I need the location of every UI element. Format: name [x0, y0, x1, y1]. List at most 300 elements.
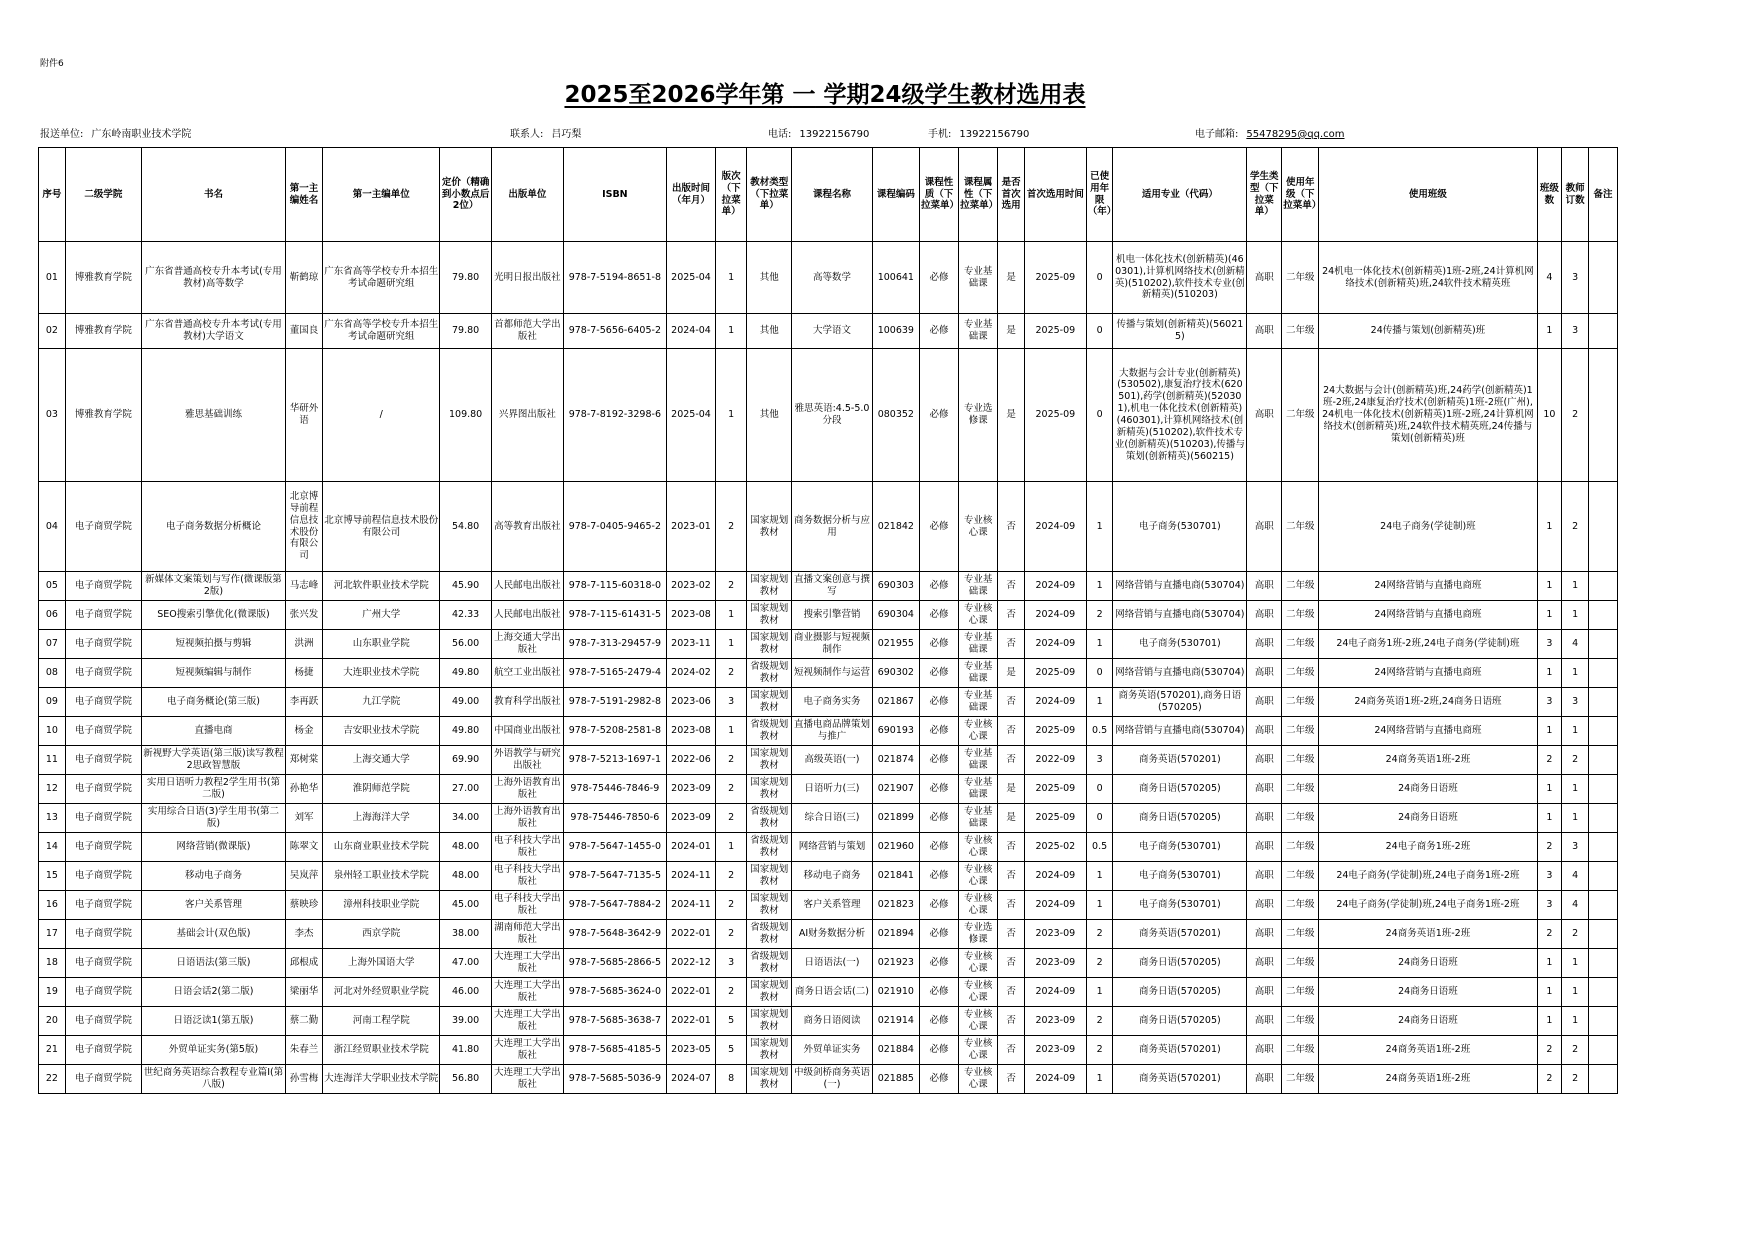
col-material-type: 省级规划教材: [747, 804, 792, 833]
col-book-title: 客户关系管理: [141, 891, 285, 920]
col-material-type: 省级规划教材: [747, 659, 792, 688]
col-course-attr: 专业基础课: [959, 775, 998, 804]
col-major: 商务日语(570205): [1113, 1007, 1247, 1036]
col-course-nature: 必修: [920, 601, 959, 630]
col-material-type: 国家规划教材: [747, 601, 792, 630]
col-course-name: 雅思英语:4.5-5.0分段: [792, 349, 872, 482]
col-editor-name: 邱根成: [286, 949, 323, 978]
email-label: 电子邮箱:: [1195, 129, 1239, 140]
col-course-code: 021914: [872, 1007, 919, 1036]
col-course-name: 网络营销与策划: [792, 833, 872, 862]
header-col-classes: 使用班级: [1319, 148, 1537, 242]
col-editor-name: 杨金: [286, 717, 323, 746]
col-editor-unit: 广东省高等学校专升本招生考试命题研究组: [323, 314, 440, 349]
col-major: 商务日语(570205): [1113, 804, 1247, 833]
col-remarks: [1588, 978, 1617, 1007]
col-student-type: 高职: [1247, 659, 1282, 688]
col-price: 45.90: [440, 572, 491, 601]
col-pub-date: 2025-04: [666, 242, 715, 314]
col-first-use: 否: [998, 688, 1025, 717]
col-student-type: 高职: [1247, 482, 1282, 572]
col-course-name: 高级英语(一): [792, 746, 872, 775]
col-course-nature: 必修: [920, 572, 959, 601]
col-years-used: 1: [1086, 862, 1113, 891]
col-pub-date: 2024-02: [666, 659, 715, 688]
col-course-name: 搜索引擎营销: [792, 601, 872, 630]
contact-label: 联系人:: [510, 129, 544, 140]
col-remarks: [1588, 688, 1617, 717]
col-first-use-date: 2025-09: [1024, 717, 1086, 746]
col-edition: 8: [716, 1065, 747, 1094]
col-course-attr: 专业核心课: [959, 833, 998, 862]
col-major: 网络营销与直播电商(530704): [1113, 717, 1247, 746]
header-col-pub-date: 出版时间（年月）: [666, 148, 715, 242]
col-class-count: 1: [1537, 482, 1562, 572]
col-isbn: 978-7-5165-2479-4: [563, 659, 666, 688]
col-course-name: 电子商务实务: [792, 688, 872, 717]
col-teacher-count: 4: [1562, 862, 1589, 891]
col-course-attr: 专业基础课: [959, 746, 998, 775]
col-isbn: 978-7-5213-1697-1: [563, 746, 666, 775]
col-first-use: 否: [998, 833, 1025, 862]
col-student-type: 高职: [1247, 775, 1282, 804]
col-first-use: 否: [998, 1036, 1025, 1065]
col-teacher-count: 2: [1562, 482, 1589, 572]
col-course-nature: 必修: [920, 242, 959, 314]
col-student-type: 高职: [1247, 833, 1282, 862]
col-edition: 3: [716, 949, 747, 978]
col-course-code: 100639: [872, 314, 919, 349]
header-col-remarks: 备注: [1588, 148, 1617, 242]
col-course-name: 日语听力(三): [792, 775, 872, 804]
col-class-count: 1: [1537, 314, 1562, 349]
table-row: [39, 1007, 1618, 1036]
col-course-attr: 专业基础课: [959, 630, 998, 659]
table-row: [39, 978, 1618, 1007]
table-row: [39, 746, 1618, 775]
contact-value: 吕巧梨: [551, 129, 582, 140]
col-first-use: 否: [998, 482, 1025, 572]
col-grade: 二年级: [1282, 978, 1319, 1007]
page-title: [0, 76, 1650, 109]
col-classes: 24电子商务(学徒制)班: [1319, 482, 1537, 572]
col-first-use-date: 2025-09: [1024, 314, 1086, 349]
col-major: 电子商务(530701): [1113, 833, 1247, 862]
col-book-title: 日语语法(第三版): [141, 949, 285, 978]
col-index: 12: [39, 775, 66, 804]
col-classes: 24网络营销与直播电商班: [1319, 659, 1537, 688]
col-college: 电子商贸学院: [65, 1065, 141, 1094]
col-isbn: 978-7-0405-9465-2: [563, 482, 666, 572]
col-class-count: 2: [1537, 1036, 1562, 1065]
col-years-used: 2: [1086, 949, 1113, 978]
col-college: 博雅教育学院: [65, 314, 141, 349]
col-grade: 二年级: [1282, 891, 1319, 920]
col-class-count: 1: [1537, 572, 1562, 601]
header-row: [39, 148, 1618, 242]
col-first-use-date: 2025-09: [1024, 242, 1086, 314]
col-class-count: 2: [1537, 746, 1562, 775]
table-row: [39, 717, 1618, 746]
col-first-use-date: 2023-09: [1024, 949, 1086, 978]
col-index: 03: [39, 349, 66, 482]
table-body: [39, 242, 1618, 1094]
col-material-type: 省级规划教材: [747, 833, 792, 862]
col-isbn: 978-7-5647-1455-0: [563, 833, 666, 862]
textbook-table: [38, 147, 1618, 1094]
col-years-used: 2: [1086, 601, 1113, 630]
col-college: 电子商贸学院: [65, 601, 141, 630]
col-student-type: 高职: [1247, 978, 1282, 1007]
col-course-code: 021923: [872, 949, 919, 978]
col-price: 38.00: [440, 920, 491, 949]
col-editor-name: 杨捷: [286, 659, 323, 688]
col-major: 商务英语(570201): [1113, 920, 1247, 949]
col-pub-date: 2022-01: [666, 920, 715, 949]
col-course-nature: 必修: [920, 891, 959, 920]
col-material-type: 其他: [747, 242, 792, 314]
col-isbn: 978-7-5685-2866-5: [563, 949, 666, 978]
col-major: 传播与策划(创新精英)(560215): [1113, 314, 1247, 349]
col-index: 13: [39, 804, 66, 833]
col-pub-date: 2023-08: [666, 601, 715, 630]
col-class-count: 1: [1537, 659, 1562, 688]
col-edition: 2: [716, 659, 747, 688]
header-col-first-use-date: 首次选用时间: [1024, 148, 1086, 242]
col-price: 79.80: [440, 314, 491, 349]
col-editor-name: 董国良: [286, 314, 323, 349]
col-course-code: 690304: [872, 601, 919, 630]
col-years-used: 1: [1086, 891, 1113, 920]
col-material-type: 国家规划教材: [747, 1065, 792, 1094]
col-student-type: 高职: [1247, 601, 1282, 630]
header-col-student-type: 学生类型（下拉菜单）: [1247, 148, 1282, 242]
col-class-count: 4: [1537, 242, 1562, 314]
col-years-used: 2: [1086, 1036, 1113, 1065]
col-first-use-date: 2024-09: [1024, 1065, 1086, 1094]
unit-value: 广东岭南职业技术学院: [91, 129, 192, 140]
col-remarks: [1588, 242, 1617, 314]
col-class-count: 3: [1537, 688, 1562, 717]
col-course-name: 大学语文: [792, 314, 872, 349]
col-editor-name: 靳鹤琼: [286, 242, 323, 314]
col-major: 商务日语(570205): [1113, 978, 1247, 1007]
col-major: 商务日语(570205): [1113, 775, 1247, 804]
col-grade: 二年级: [1282, 572, 1319, 601]
col-material-type: 省级规划教材: [747, 717, 792, 746]
col-grade: 二年级: [1282, 775, 1319, 804]
col-isbn: 978-7-5685-3624-0: [563, 978, 666, 1007]
col-course-name: 综合日语(三): [792, 804, 872, 833]
col-first-use-date: 2024-09: [1024, 572, 1086, 601]
col-teacher-count: 3: [1562, 688, 1589, 717]
col-material-type: 其他: [747, 314, 792, 349]
title-part3: 学期24级学生教材选用表: [815, 82, 1086, 108]
col-classes: 24商务英语1班-2班: [1319, 1036, 1537, 1065]
col-remarks: [1588, 746, 1617, 775]
col-edition: 2: [716, 920, 747, 949]
col-years-used: 1: [1086, 688, 1113, 717]
col-remarks: [1588, 833, 1617, 862]
col-isbn: 978-75446-7846-9: [563, 775, 666, 804]
col-college: 电子商贸学院: [65, 1036, 141, 1065]
col-index: 09: [39, 688, 66, 717]
col-book-title: 短视频编辑与制作: [141, 659, 285, 688]
header-col-price: 定价（精确到小数点后2位）: [440, 148, 491, 242]
table-row: [39, 862, 1618, 891]
col-teacher-count: 1: [1562, 978, 1589, 1007]
col-pub-date: 2022-06: [666, 746, 715, 775]
mobile-value: 13922156790: [959, 129, 1030, 140]
col-price: 47.00: [440, 949, 491, 978]
col-classes: 24传播与策划(创新精英)班: [1319, 314, 1537, 349]
col-course-code: 100641: [872, 242, 919, 314]
col-course-attr: 专业核心课: [959, 482, 998, 572]
col-class-count: 2: [1537, 833, 1562, 862]
table-row: [39, 775, 1618, 804]
table-row: [39, 920, 1618, 949]
header-col-editor-name: 第一主编姓名: [286, 148, 323, 242]
col-remarks: [1588, 804, 1617, 833]
header-col-college: 二级学院: [65, 148, 141, 242]
col-edition: 1: [716, 630, 747, 659]
col-edition: 2: [716, 482, 747, 572]
col-first-use: 否: [998, 920, 1025, 949]
col-major: 网络营销与直播电商(530704): [1113, 572, 1247, 601]
header-col-class-count: 班级数: [1537, 148, 1562, 242]
col-teacher-count: 2: [1562, 1065, 1589, 1094]
col-edition: 1: [716, 717, 747, 746]
email-link[interactable]: 55478295@qq.com: [1246, 129, 1345, 140]
mobile-info: [928, 125, 1029, 140]
table-row: [39, 314, 1618, 349]
header-col-book-title: 书名: [141, 148, 285, 242]
col-first-use: 否: [998, 1065, 1025, 1094]
col-edition: 2: [716, 746, 747, 775]
col-remarks: [1588, 349, 1617, 482]
col-edition: 2: [716, 862, 747, 891]
title-semester: 一: [792, 82, 816, 108]
col-course-name: 商务数据分析与应用: [792, 482, 872, 572]
col-index: 11: [39, 746, 66, 775]
col-price: 79.80: [440, 242, 491, 314]
col-remarks: [1588, 891, 1617, 920]
col-first-use: 是: [998, 242, 1025, 314]
col-editor-unit: 西京学院: [323, 920, 440, 949]
email-info: [1195, 125, 1345, 140]
col-pub-date: 2024-11: [666, 862, 715, 891]
col-grade: 二年级: [1282, 949, 1319, 978]
col-course-attr: 专业核心课: [959, 1065, 998, 1094]
col-course-nature: 必修: [920, 1036, 959, 1065]
col-index: 07: [39, 630, 66, 659]
col-editor-unit: 河北对外经贸职业学院: [323, 978, 440, 1007]
col-grade: 二年级: [1282, 349, 1319, 482]
col-student-type: 高职: [1247, 862, 1282, 891]
col-course-code: 021955: [872, 630, 919, 659]
col-first-use-date: 2025-09: [1024, 804, 1086, 833]
col-grade: 二年级: [1282, 242, 1319, 314]
col-classes: 24大数据与会计(创新精英)班,24药学(创新精英)1班-2班,24康复治疗技术(创新精英)1班-2班(广州),24机电一体化技术(创新精英)1班-2班,24计算机网络技术(创新精英)班,24软件技术精英班,24传播与策划(创新精英)班: [1319, 349, 1537, 482]
col-editor-unit: 吉安职业技术学院: [323, 717, 440, 746]
col-editor-unit: 北京博导前程信息技术股份有限公司: [323, 482, 440, 572]
col-course-code: 021960: [872, 833, 919, 862]
col-publisher: 高等教育出版社: [491, 482, 563, 572]
col-years-used: 0: [1086, 775, 1113, 804]
col-material-type: 国家规划教材: [747, 1036, 792, 1065]
col-classes: 24商务日语班: [1319, 804, 1537, 833]
col-college: 电子商贸学院: [65, 978, 141, 1007]
col-course-name: 高等数学: [792, 242, 872, 314]
col-course-attr: 专业核心课: [959, 862, 998, 891]
col-pub-date: 2024-07: [666, 1065, 715, 1094]
col-course-attr: 专业选修课: [959, 349, 998, 482]
col-pub-date: 2022-01: [666, 978, 715, 1007]
col-pub-date: 2023-01: [666, 482, 715, 572]
col-classes: 24商务日语班: [1319, 775, 1537, 804]
col-publisher: 湖南师范大学出版社: [491, 920, 563, 949]
col-course-code: 021841: [872, 862, 919, 891]
col-course-nature: 必修: [920, 978, 959, 1007]
col-editor-unit: /: [323, 349, 440, 482]
col-course-attr: 专业核心课: [959, 717, 998, 746]
col-grade: 二年级: [1282, 601, 1319, 630]
col-course-code: 690193: [872, 717, 919, 746]
col-editor-name: 刘军: [286, 804, 323, 833]
col-edition: 1: [716, 242, 747, 314]
col-class-count: 3: [1537, 862, 1562, 891]
col-classes: 24商务英语1班-2班: [1319, 920, 1537, 949]
col-edition: 2: [716, 572, 747, 601]
col-book-title: 广东省普通高校专升本考试(专用教材)大学语文: [141, 314, 285, 349]
col-isbn: 978-7-5648-3642-9: [563, 920, 666, 949]
col-first-use-date: 2025-09: [1024, 349, 1086, 482]
annex-label: 附件6: [40, 59, 64, 69]
col-isbn: 978-75446-7850-6: [563, 804, 666, 833]
col-publisher: 大连理工大学出版社: [491, 1007, 563, 1036]
col-course-name: 商务日语会话(二): [792, 978, 872, 1007]
col-editor-name: 孙艳华: [286, 775, 323, 804]
col-material-type: 省级规划教材: [747, 920, 792, 949]
col-pub-date: 2022-12: [666, 949, 715, 978]
col-teacher-count: 3: [1562, 833, 1589, 862]
col-course-nature: 必修: [920, 862, 959, 891]
col-course-name: 移动电子商务: [792, 862, 872, 891]
table-row: [39, 688, 1618, 717]
col-index: 19: [39, 978, 66, 1007]
col-editor-unit: 上海海洋大学: [323, 804, 440, 833]
col-classes: 24商务日语班: [1319, 1007, 1537, 1036]
col-grade: 二年级: [1282, 1036, 1319, 1065]
col-college: 电子商贸学院: [65, 775, 141, 804]
col-price: 48.00: [440, 862, 491, 891]
col-class-count: 3: [1537, 630, 1562, 659]
col-book-title: 日语泛读1(第五版): [141, 1007, 285, 1036]
col-course-nature: 必修: [920, 688, 959, 717]
col-major: 机电一体化技术(创新精英)(460301),计算机网络技术(创新精英)(510202),软件技术专业(创新精英)(510203): [1113, 242, 1247, 314]
mobile-label: 手机:: [928, 129, 952, 140]
col-first-use-date: 2024-09: [1024, 862, 1086, 891]
col-classes: 24商务日语班: [1319, 949, 1537, 978]
col-price: 45.00: [440, 891, 491, 920]
col-isbn: 978-7-313-29457-9: [563, 630, 666, 659]
table-row: [39, 601, 1618, 630]
col-course-name: 直播电商品牌策划与推广: [792, 717, 872, 746]
col-isbn: 978-7-5685-4185-5: [563, 1036, 666, 1065]
col-edition: 1: [716, 601, 747, 630]
col-course-nature: 必修: [920, 482, 959, 572]
col-course-attr: 专业核心课: [959, 1036, 998, 1065]
col-major: 网络营销与直播电商(530704): [1113, 659, 1247, 688]
col-edition: 1: [716, 833, 747, 862]
col-teacher-count: 2: [1562, 920, 1589, 949]
col-material-type: 国家规划教材: [747, 572, 792, 601]
col-publisher: 教育科学出版社: [491, 688, 563, 717]
header-col-material-type: 教材类型（下拉菜单）: [747, 148, 792, 242]
col-first-use: 是: [998, 314, 1025, 349]
table-row: [39, 804, 1618, 833]
col-remarks: [1588, 920, 1617, 949]
col-student-type: 高职: [1247, 717, 1282, 746]
table-row: [39, 659, 1618, 688]
col-college: 电子商贸学院: [65, 630, 141, 659]
col-publisher: 中国商业出版社: [491, 717, 563, 746]
col-publisher: 电子科技大学出版社: [491, 891, 563, 920]
col-grade: 二年级: [1282, 717, 1319, 746]
col-price: 48.00: [440, 833, 491, 862]
col-book-title: 短视频拍摄与剪辑: [141, 630, 285, 659]
col-editor-name: 梁丽华: [286, 978, 323, 1007]
col-course-attr: 专业基础课: [959, 242, 998, 314]
col-grade: 二年级: [1282, 1007, 1319, 1036]
col-editor-unit: 广东省高等学校专升本招生考试命题研究组: [323, 242, 440, 314]
col-course-attr: 专业核心课: [959, 1007, 998, 1036]
col-student-type: 高职: [1247, 949, 1282, 978]
header-col-major: 适用专业（代码）: [1113, 148, 1247, 242]
col-index: 21: [39, 1036, 66, 1065]
col-isbn: 978-7-5647-7884-2: [563, 891, 666, 920]
col-years-used: 0: [1086, 242, 1113, 314]
header-col-index: 序号: [39, 148, 66, 242]
col-first-use-date: 2024-09: [1024, 891, 1086, 920]
col-remarks: [1588, 949, 1617, 978]
col-student-type: 高职: [1247, 242, 1282, 314]
col-years-used: 0: [1086, 804, 1113, 833]
col-isbn: 978-7-5194-8651-8: [563, 242, 666, 314]
title-part1: 2025至2026学年第: [564, 82, 793, 108]
col-teacher-count: 3: [1562, 242, 1589, 314]
col-first-use: 是: [998, 804, 1025, 833]
col-grade: 二年级: [1282, 482, 1319, 572]
col-editor-name: 李杰: [286, 920, 323, 949]
col-publisher: 大连理工大学出版社: [491, 1036, 563, 1065]
col-publisher: 兴界图出版社: [491, 349, 563, 482]
col-major: 商务英语(570201): [1113, 1036, 1247, 1065]
col-years-used: 0.5: [1086, 717, 1113, 746]
col-course-code: 690302: [872, 659, 919, 688]
col-editor-name: 洪洲: [286, 630, 323, 659]
col-teacher-count: 1: [1562, 1007, 1589, 1036]
col-major: 商务日语(570205): [1113, 949, 1247, 978]
phone-label: 电话:: [768, 129, 792, 140]
col-book-title: 世纪商务英语综合教程专业篇I(第八版): [141, 1065, 285, 1094]
col-grade: 二年级: [1282, 688, 1319, 717]
col-course-code: 021885: [872, 1065, 919, 1094]
col-years-used: 1: [1086, 482, 1113, 572]
col-first-use-date: 2025-02: [1024, 833, 1086, 862]
col-classes: 24电子商务1班-2班,24电子商务(学徒制)班: [1319, 630, 1537, 659]
col-first-use: 否: [998, 572, 1025, 601]
